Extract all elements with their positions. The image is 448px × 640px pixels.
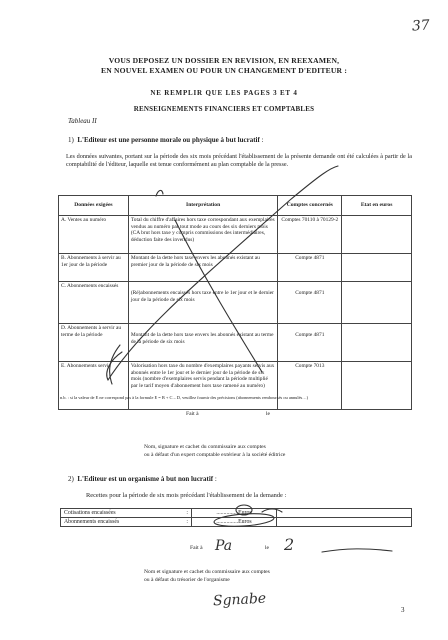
receipts-label: Abonnements encaissés [64, 519, 120, 525]
header-line-1: VOUS DEPOSEZ UN DOSSIER EN REVISION, EN REEXAMEN, [108, 56, 340, 65]
receipts-sep: : [186, 519, 188, 525]
sign-2-line-1: Nom et signature et cachet du commissaire aux comptes [144, 569, 270, 575]
row-account: Compte 7013 [278, 362, 342, 410]
header-line-2: EN NOUVEL EXAMEN OU POUR UN CHANGEMENT D'EDITEUR : [100, 66, 348, 75]
row-label: D. Abonnements à servir au terme de la période [59, 324, 129, 362]
table-header-cell: Interprétation [128, 196, 278, 216]
section-2-title-suffix: : [213, 475, 217, 483]
row-label: A. Ventes au numéro [59, 216, 129, 254]
section-2-number: 2) [68, 475, 74, 483]
section-title: RENSEIGNEMENTS FINANCIERS ET COMPTABLES [133, 105, 315, 113]
table-header-cell: Comptes concernés [278, 196, 342, 216]
fait-a-label-1: Fait à [186, 411, 199, 417]
row-interpretation: Total du chiffre d'affaires hors taxe correspondant aux exemplaires vendus au numéro par tout mode au cours des six derniers mois (CA brut hors taxe y compris commissions des intermédiaires, déduction faite des invendus) [128, 216, 278, 254]
fait-a-label-2: Fait à [190, 545, 203, 551]
le-label-2: le [265, 545, 270, 551]
receipts-value: ...............Euros [192, 518, 277, 527]
section-2-title: L'Editeur est un organisme à but non lucratif [77, 475, 214, 483]
header-subtitle: NE REMPLIR QUE LES PAGES 3 ET 4 [150, 89, 298, 97]
row-label: E. Abonnements servis [59, 362, 129, 410]
table-header-cell: Etat en euros [342, 196, 412, 216]
row-label: B. Abonnements à servir au 1er jour de la période [59, 254, 129, 282]
section-1-title-suffix: : [259, 136, 264, 144]
row-interpretation: Montant de la dette hors taxe envers les abonnés existant au terme de la période de six mois [128, 324, 278, 362]
section-1-paragraph: Les données suivantes, portant sur la période des six mois précédant l'établissement de la présente demande ont été calculées à partir de la comptabilité de l'éditeur, laquelle est tenue conformément au plan comptable de la presse. [66, 153, 412, 168]
table-header-cell: Données exigées [59, 196, 129, 216]
sign-2-line-2: ou à défaut du trésorier de l'organisme [144, 577, 230, 583]
section-1-title: L'Editeur est une personne morale ou physique à but lucratif [77, 136, 260, 144]
row-account: Compte 4871 [278, 254, 342, 282]
page-number: 3 [401, 606, 405, 614]
le-label-1: le [266, 411, 271, 417]
receipts-sep: : [186, 510, 188, 516]
row-account: Compte 4871 [278, 282, 342, 324]
sign-1-line-2: ou à défaut d'un expert comptable extérieur à la société éditrice [144, 452, 286, 458]
handwritten-signature: Sgnabe [212, 590, 267, 610]
row-label: C. Abonnements encaissés [59, 282, 129, 324]
row-interpretation: (Ré)abonnements encaissés hors taxe entre le 1er jour et le dernier jour de la période de six mois [128, 282, 278, 324]
receipts-label: Cotisations encaissées [64, 510, 116, 516]
section-1-number: 1) [68, 136, 74, 144]
handwritten-place: Pa [215, 538, 233, 554]
row-account: Compte 4871 [278, 324, 342, 362]
handwritten-date: 2 [284, 535, 295, 554]
receipts-value: ...............Euros [192, 509, 277, 518]
handwritten-page-mark: 37 [411, 17, 431, 35]
table-footnote: n.b. : si la valeur de E ne correspond pas à la formule E = B + C – D, veuillez fournir des précisions (abonnements remboursés ou annulés…) [60, 395, 309, 400]
table-label: Tableau II [68, 117, 97, 125]
row-interpretation: Valorisation hors taxe du nombre d'exemplaires payants servis aux abonnés entre le 1er jour et le dernier jour de la période de six mois (nombre d'exemplaires servis pendant la période multiplié par le tarif moyen d'abonnement hors taxe ramené au numéro) [128, 362, 278, 410]
sign-1-line-1: Nom, signature et cachet du commissaire aux comptes [144, 444, 266, 450]
row-interpretation: Montant de la dette hors taxe envers les abonnés existant au premier jour de la période de six mois [128, 254, 278, 282]
row-account: Comptes 70110 à 70129-2 [278, 216, 342, 254]
section-2-intro: Recettes pour la période de six mois précédant l'établissement de la demande : [86, 492, 287, 499]
